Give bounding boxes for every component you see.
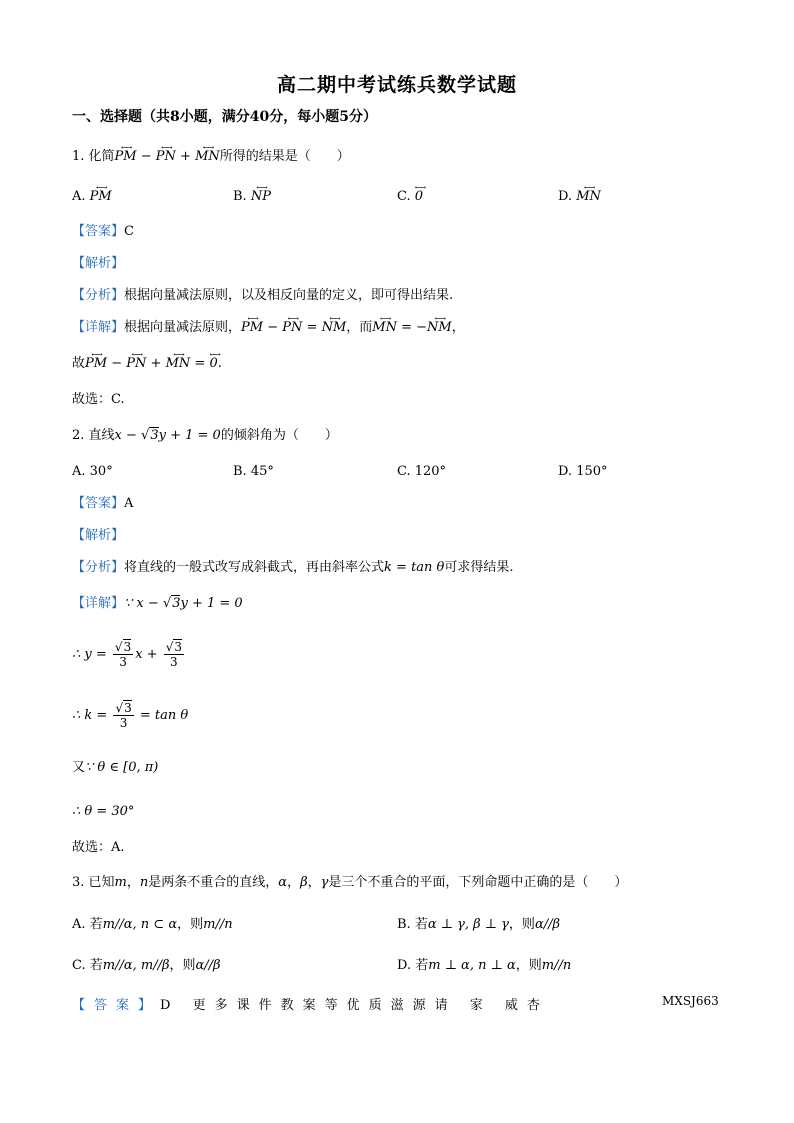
- option-label: A.: [72, 189, 86, 204]
- vec-zero: ←→ 0: [209, 355, 217, 373]
- math-line: ∵ x − √3y + 1 = 0: [124, 596, 243, 611]
- q1-fenxi: [72, 287, 453, 305]
- footer-text: D 更多课件教案等优质滋源请 家 威杏: [160, 998, 549, 1013]
- option-value: ←→ NP: [251, 188, 271, 206]
- analysis-tag: 【解析】: [72, 256, 125, 271]
- answer-tag: 【答案】: [72, 998, 161, 1013]
- fraction: $\frac{√3}{3}$: [114, 640, 132, 669]
- op: −: [111, 356, 123, 371]
- fraction: $\frac{√3}{3}$: [115, 701, 132, 730]
- question-2-stem: [72, 427, 338, 445]
- footer-answer-line: [72, 994, 549, 1013]
- xiangjie-tag: 【详解】: [72, 320, 125, 335]
- slope-formula: k = tan θ: [384, 560, 445, 575]
- fenxi-tag: 【分析】: [72, 560, 125, 575]
- analysis-tag: 【解析】: [72, 528, 125, 543]
- q3-text: 是两条不重合的直线，: [148, 875, 279, 890]
- q2-option-b: B. 45°: [233, 464, 274, 479]
- vec-pm: ←→ PM: [85, 355, 107, 373]
- question-3-stem: 3. 已知m，n是两条不重合的直线，α，β，γ是三个不重合的平面，下列命题中正确的是（ ）: [72, 875, 628, 890]
- section-heading: 一、选择题（共8小题，满分40分，每小题5分）: [72, 109, 377, 125]
- option-label: A. 若: [72, 917, 103, 932]
- option-label: D. 若: [397, 958, 429, 973]
- math-step-range: 又∵ θ ∈ [0, π): [72, 760, 159, 775]
- answer-tag: 【答案】: [72, 496, 125, 511]
- q1-option-d: [558, 188, 601, 206]
- option-value: ←→ MN: [576, 188, 601, 206]
- q1-option-b: [233, 188, 271, 206]
- op: −: [267, 320, 279, 335]
- vec-mn: ←→ MN: [195, 148, 220, 166]
- you-text: 又: [72, 760, 86, 775]
- q2-choose: 故选：A.: [72, 840, 125, 855]
- option-value: ←→ PM: [90, 188, 112, 206]
- q2-suffix: 的倾斜角为（ ）: [220, 428, 338, 443]
- vec-mn: ←→ MN: [166, 355, 191, 373]
- q1-conclusion: 故←→ PM − ←→ PN + ←→ MN = ←→ 0.: [72, 355, 222, 373]
- vec-pn: ←→ PN: [282, 319, 302, 337]
- q1-choose: 故选：C.: [72, 392, 125, 407]
- question-1-stem: [72, 148, 350, 166]
- q2-analysis: [72, 527, 124, 545]
- q1-answer: [72, 223, 134, 241]
- q1-prefix: 1. 化简: [72, 149, 115, 164]
- option-label: C. 若: [72, 958, 103, 973]
- fenxi-text: 根据向量减法原则，以及相反向量的定义，即可得出结果.: [124, 288, 454, 303]
- q3-text: 是三个不重合的平面，下列命题中正确的是（ ）: [328, 875, 628, 890]
- math-step-k: ∴ k = $\frac{√3}{3}$ = tan θ: [72, 701, 189, 730]
- option-label: B. 若: [397, 917, 428, 932]
- q2-answer: [72, 495, 133, 513]
- q2-fenxi: [72, 559, 514, 577]
- op: +: [180, 149, 191, 164]
- option-then: ，则: [508, 917, 535, 932]
- document-code: MXSJ663: [662, 994, 719, 1008]
- q2-prefix: 2. 直线: [72, 428, 115, 443]
- option-then: ，则: [169, 958, 196, 973]
- q1-suffix: 所得的结果是（ ）: [219, 149, 350, 164]
- option-then: ，则: [177, 917, 204, 932]
- option-value: ←→ 0: [415, 188, 423, 206]
- op: +: [150, 356, 162, 371]
- q3-option-c: C. 若m//α, m//β，则α//β: [72, 958, 221, 973]
- vec-mn: ←→ MN: [372, 319, 397, 337]
- q3-text: 3. 已知: [72, 875, 115, 890]
- q1-xiangjie: 【详解】根据向量减法原则，←→ PM − ←→ PN = ←→ NM，而←→ MN = −←→ NM，: [72, 319, 465, 337]
- math-step-y: ∴ y = $\frac{√3}{3}$ x + $\frac{√3}{3}$: [72, 640, 182, 669]
- op: −: [140, 149, 152, 164]
- vec-pn: ←→ PN: [126, 355, 146, 373]
- q3-option-d: D. 若m ⊥ α, n ⊥ α，则m//n: [397, 958, 572, 973]
- q1-option-c: [397, 188, 423, 206]
- option-label: B.: [233, 189, 247, 204]
- page-title: 高二期中考试练兵数学试题: [276, 74, 517, 96]
- gu-text: 故: [72, 356, 86, 371]
- answer-tag: 【答案】: [72, 224, 125, 239]
- xiangjie-end: ，: [451, 320, 465, 335]
- q3-option-a: A. 若m//α, n ⊂ α，则m//n: [72, 917, 233, 932]
- q1-option-a: [72, 188, 112, 206]
- q2-xiangjie: [72, 595, 243, 613]
- q3-option-b: B. 若α ⊥ γ, β ⊥ γ，则α//β: [397, 917, 560, 932]
- fraction: $\frac{√3}{3}$: [165, 640, 182, 669]
- q2-option-c: C. 120°: [397, 464, 447, 479]
- line-equation: x − √3y + 1 = 0: [114, 428, 221, 443]
- vec-pn: ←→ PN: [156, 148, 176, 166]
- math-step-theta: ∴ θ = 30°: [72, 804, 135, 819]
- fenxi-tag: 【分析】: [72, 288, 125, 303]
- vec-nm: ←→ NM: [322, 319, 347, 337]
- xiangjie-tag: 【详解】: [72, 596, 125, 611]
- option-then: ，则: [515, 958, 542, 973]
- fenxi-text: 将直线的一般式改写成斜截式，再由斜率公式: [124, 560, 385, 575]
- xiangjie-text: 根据向量减法原则，: [124, 320, 242, 335]
- option-label: D.: [558, 189, 573, 204]
- answer-value: C: [124, 224, 134, 239]
- vec-pm: ←→ PM: [115, 148, 137, 166]
- vec-pm: ←→ PM: [241, 319, 263, 337]
- option-label: C.: [397, 189, 411, 204]
- q2-option-d: D. 150°: [558, 464, 608, 479]
- q1-analysis: [72, 255, 124, 273]
- fenxi-text: 可求得结果.: [444, 560, 514, 575]
- answer-value: A: [124, 496, 134, 511]
- q2-option-a: A. 30°: [72, 464, 113, 479]
- vec-nm: ←→ NM: [427, 319, 452, 337]
- xiangjie-mid: ，而: [346, 320, 373, 335]
